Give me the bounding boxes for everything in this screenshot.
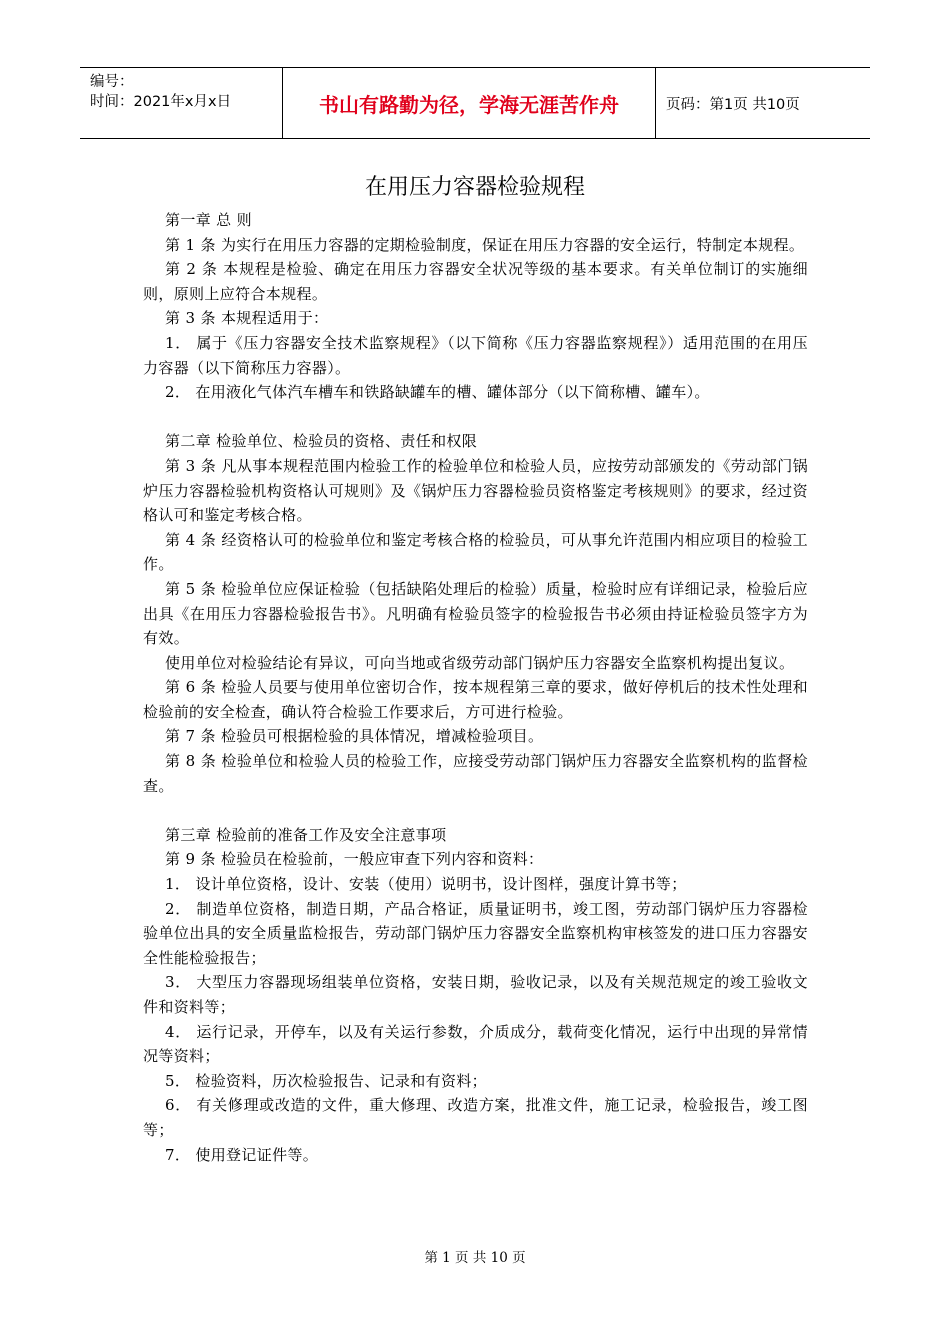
paragraph: 3． 大型压力容器现场组装单位资格，安装日期，验收记录，以及有关规范规定的竣工验收文件和资料等； bbox=[143, 973, 808, 1016]
paragraph: 6． 有关修理或改造的文件，重大修理、改造方案，批准文件，施工记录，检验报告，竣工图等； bbox=[143, 1096, 808, 1139]
paragraph: 第 9 条 检验员在检验前，一般应审查下列内容和资料： bbox=[165, 850, 544, 869]
paragraph: 第 8 条 检验单位和检验人员的检验工作，应接受劳动部门锅炉压力容器安全监察机构的监督检查。 bbox=[143, 752, 808, 795]
header-slogan: 书山有路勤为径，学海无涯苦作舟 bbox=[282, 68, 656, 138]
paragraph: 第 3 条 本规程适用于： bbox=[165, 309, 329, 328]
document-date: 时间：2021年x月x日 bbox=[90, 94, 232, 110]
paragraph: 第三章 检验前的准备工作及安全注意事项 bbox=[165, 825, 447, 844]
paragraph: 使用单位对检验结论有异议，可向当地或省级劳动部门锅炉压力容器安全监察机构提出复议。 bbox=[165, 653, 795, 672]
page-footer: 第 1 页 共 10 页 bbox=[424, 1250, 526, 1266]
paragraph: 第 4 条 经资格认可的检验单位和鉴定考核合格的检验员，可从事允许范围内相应项目的检验工作。 bbox=[143, 530, 808, 574]
paragraph: 第 2 条 本规程是检验、确定在用压力容器安全状况等级的基本要求。有关单位制订的实施细则，原则上应符合本规程。 bbox=[143, 260, 808, 303]
paragraph: 第 1 条 为实行在用压力容器的定期检验制度，保证在用压力容器的安全运行，特制定本规程。 bbox=[165, 235, 805, 254]
paragraph: 第 3 条 凡从事本规程范围内检验工作的检验单位和检验人员，应按劳动部颁发的《劳动部门锅炉压力容器检验机构资格认可规则》及《锅炉压力容器检验员资格鉴定考核规则》的要求，经过资格认可和鉴定考核合格。 bbox=[143, 456, 808, 525]
paragraph: 第 6 条 检验人员要与使用单位密切合作，按本规程第三章的要求，做好停机后的技术性处理和检验前的安全检查，确认符合检验工作要求后，方可进行检验。 bbox=[143, 678, 808, 721]
header-page-info: 页码：第1页 共10页 bbox=[666, 96, 800, 113]
paragraph: 第 7 条 检验员可根据检验的具体情况，增减检验项目。 bbox=[165, 727, 544, 746]
blank-line bbox=[143, 798, 808, 823]
paragraph: 1． 属于《压力容器安全技术监察规程》（以下简称《压力容器监察规程》）适用范围的在用压力容器（以下简称压力容器）。 bbox=[143, 333, 808, 377]
header-meta bbox=[80, 68, 282, 138]
document-body bbox=[143, 208, 808, 1167]
paragraph: 2． 制造单位资格，制造日期，产品合格证，质量证明书，竣工图，劳动部门锅炉压力容器检验单位出具的安全质量监检报告，劳动部门锅炉压力容器安全监察机构审核签发的进口压力容器安全性能检验报告； bbox=[143, 899, 808, 967]
paragraph: 第二章 检验单位、检验员的资格、责任和权限 bbox=[165, 432, 478, 451]
paragraph: 4． 运行记录，开停车，以及有关运行参数，介质成分，载荷变化情况，运行中出现的异常情况等资料； bbox=[143, 1022, 808, 1066]
paragraph: 2． 在用液化气体汽车槽车和铁路缺罐车的槽、罐体部分（以下简称槽、罐车）。 bbox=[165, 383, 710, 402]
blank-line bbox=[143, 405, 808, 430]
paragraph: 7． 使用登记证件等。 bbox=[165, 1145, 319, 1164]
paragraph: 5． 检验资料，历次检验报告、记录和有资料； bbox=[165, 1071, 488, 1090]
document-title: 在用压力容器检验规程 bbox=[364, 175, 585, 200]
paragraph: 第一章 总 则 bbox=[165, 211, 252, 229]
page-header bbox=[80, 67, 870, 139]
paragraph: 第 5 条 检验单位应保证检验（包括缺陷处理后的检验）质量，检验时应有详细记录，检验后应出具《在用压力容器检验报告书》。凡明确有检验员签字的检验报告书必须由持证检验员签字方为有效。 bbox=[143, 579, 808, 648]
document-number-label: 编号： bbox=[90, 74, 134, 90]
paragraph: 1． 设计单位资格，设计、安装（使用）说明书，设计图样，强度计算书等； bbox=[165, 875, 687, 894]
